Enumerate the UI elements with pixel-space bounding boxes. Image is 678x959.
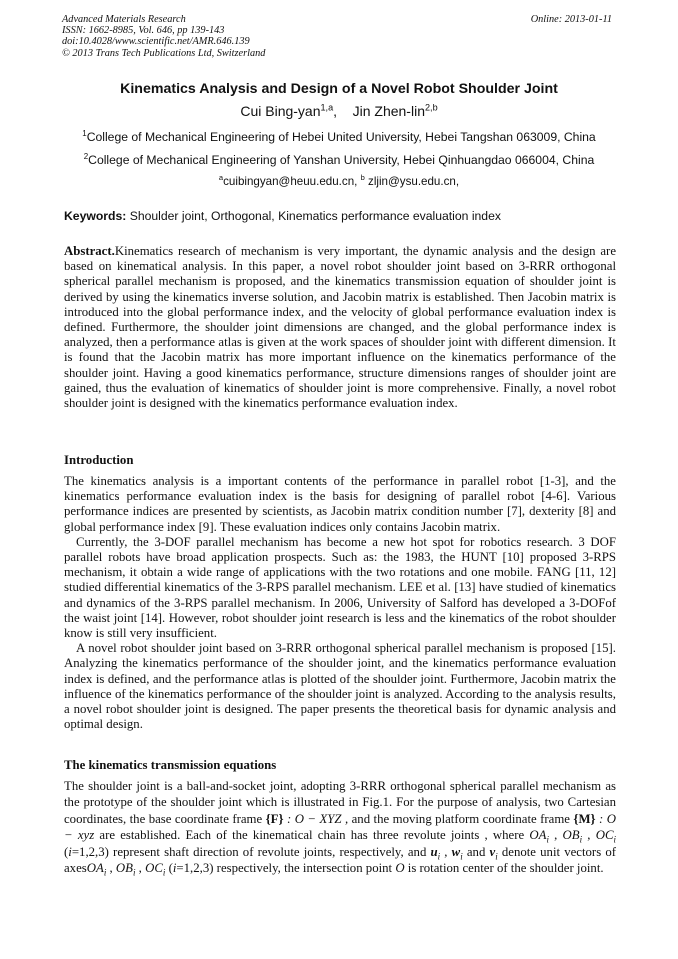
author-emails xyxy=(0,175,678,188)
email-a[interactable]: cuibingyan@heuu.edu.cn, xyxy=(223,175,358,188)
frame-F-def: : O − XYZ , xyxy=(283,811,349,826)
online-date: Online: 2013-01-11 xyxy=(530,14,612,25)
intro-paragraph-3: A novel robot shoulder joint based on 3-RRR orthogonal spherical parallel mechanism is proposed [15]. Analyzing the kinematics performance of the shoulder joint, and the kinematics performance evaluation index is defined, and the performance atlas is plotted of the shoulder joint. Furthermore, Jacobin matrix the influence of the kinematics performance of the shoulder joint is analyzed. According to the analysis results, a novel robot shoulder joint is designed. The paper presents the theoretical basis for dynamic analysis and optimal design. xyxy=(64,641,616,732)
frame-M-def: : O − xyz xyxy=(64,811,616,843)
frame-F-symbol: {F} xyxy=(265,811,284,826)
frame-M-symbol: {M} xyxy=(573,811,596,826)
author-2-sup: 2,b xyxy=(424,102,438,113)
sub-i: i xyxy=(437,851,441,862)
sep: , xyxy=(135,861,146,876)
vector-w: w xyxy=(451,844,461,859)
axis-oa-2: OA xyxy=(86,861,104,876)
journal-name: Advanced Materials Research xyxy=(62,14,186,25)
abstract-label: Abstract. xyxy=(64,244,115,258)
comma: , xyxy=(440,844,452,859)
kin-text-6: denote unit vectors of axes xyxy=(64,844,616,876)
sep: , xyxy=(548,828,563,843)
sub-i: i xyxy=(162,867,166,878)
intro-paragraph-1: The kinematics analysis is a important contents of the performance in parallel robot [1-3], and the kinematics performance evaluation index is the basis for designing of parallel robot [4-6]. Various performance indices are presented by scientists, as Jacobin matrix condition number [7], dexterity [8] and global performance index [9]. These evaluation indices only contains Jacobin matrix. xyxy=(64,474,616,534)
sub-i: i xyxy=(613,834,616,845)
affiliation-2 xyxy=(0,153,678,167)
copyright: © 2013 Trans Tech Publications Ltd, Switzerland xyxy=(62,47,266,59)
kin-text-2: and the moving platform coordinate frame xyxy=(348,811,574,826)
affiliation-2-text: College of Mechanical Engineering of Yanshan University, Hebei Qinhuangdao 066004, China xyxy=(88,153,595,167)
authors: Cui Bing-yan$^{1,a}$, Jin Zhen-lin$^{2,b}$ xyxy=(240,102,438,119)
issn: ISSN: 1662-8985, Vol. 646, pp 139-143 xyxy=(62,25,225,37)
author-2: Jin Zhen-lin xyxy=(352,103,425,119)
sub-i: i xyxy=(495,851,498,862)
sub-i: i xyxy=(546,834,549,845)
vector-v: v xyxy=(489,844,496,859)
affiliation-1-sup: 1 xyxy=(82,128,87,138)
kinematics-paragraph xyxy=(64,778,616,876)
sep: , xyxy=(582,828,596,843)
doi: doi:10.4028/www.scientific.net/AMR.646.139 xyxy=(62,36,250,48)
sep: , xyxy=(106,861,116,876)
intro-paragraph-2: Currently, the 3-DOF parallel mechanism has become a new hot spot for robotics research. 3 DOF parallel robots have broad application prospects. Such as: the 1983, the HUNT [10] proposed 3-RPS mechanism, it obtain a wide range of applications with the two rotations and one mobile. FANG [11, 12] studied differential kinematics of the 3-RPS parallel mechanism. LEE et al. [13] have studied of kinematics and dynamics of the 3-RPS parallel mechanism. In 2006, University of Salford has developed a 3-DOFof the waist joint [14]. However, robot shoulder joint research is less and the kinematics of the robot shoulder know is still very insufficient. xyxy=(64,534,616,641)
kin-text-9: is rotation center of the shoulder joint. xyxy=(404,861,604,876)
abstract-text: Kinematics research of mechanism is very important, the dynamic analysis and the design are based on kinematical analysis. In this paper, a novel robot shoulder joint based on 3-RRR orthogonal spherical parallel mechanism is proposed, and the kinematics transmission equation of shoulder joint is derived by using the kinematics inverse solution, and Jacobin matrix is established. Then Jacobin matrix is introduced into the global performance index, and the velocity of global performance evaluation index is defined. Furthermore, the shoulder joint dimensions are changed, and the global performance index is analyzed, then a performance atlas is given at the work spaces of shoulder joint with different dimension. It is found that the Jacobin matrix has more important influence on the kinematics performance of the shoulder joint. Having a good kinematics performance, structure dimensions ranges of shoulder joint are gained, thus the evaluation of kinematics of shoulder joint is more comprehensive. Finally, a novel robot shoulder joint is designed with the kinematics performance evaluation index. xyxy=(64,244,616,411)
axis-ob: OB xyxy=(562,828,580,843)
index-i: i xyxy=(68,844,72,859)
kinematics-body xyxy=(64,778,616,876)
kin-text-3: are established. Each of the kinematical chain has three revolute joints , where xyxy=(94,828,530,843)
kin-text-8: =1,2,3) respectively, the intersection point xyxy=(176,861,396,876)
kin-text-4: ( xyxy=(64,844,69,859)
axis-oa: OA xyxy=(529,828,547,843)
and: and xyxy=(462,844,490,859)
author-1-sup: 1,a xyxy=(320,102,334,113)
index-i-2: i xyxy=(172,861,177,876)
author-1: Cui Bing-yan xyxy=(240,103,321,119)
affiliation-1-text: College of Mechanical Engineering of Hebei United University, Hebei Tangshan 063009, China xyxy=(86,130,596,144)
heading-introduction: Introduction xyxy=(64,453,134,467)
paper-title: Kinematics Analysis and Design of a Novel Robot Shoulder Joint xyxy=(120,81,558,97)
sub-i: i xyxy=(460,851,463,862)
introduction-body xyxy=(64,474,616,732)
kin-text-7: ( xyxy=(165,861,173,876)
axis-ob-2: OB xyxy=(115,861,133,876)
sub-i: i xyxy=(103,867,107,878)
kin-text-1: The shoulder joint is a ball-and-socket joint, adopting 3-RRR orthogonal spherical parallel mechanism as the prototype of the shoulder joint which is illustrated in Fig.1. For the purpose of analysis, two Cartesian coordinates, the base coordinate frame xyxy=(64,779,616,826)
email-b[interactable]: zljin@ysu.edu.cn, xyxy=(364,175,460,188)
abstract xyxy=(64,244,616,411)
sub-i: i xyxy=(579,834,583,845)
affiliation-1 xyxy=(0,130,678,144)
keywords xyxy=(64,209,616,223)
axis-oc: OC xyxy=(595,828,614,843)
keywords-text: Shoulder joint, Orthogonal, Kinematics performance evaluation index xyxy=(126,209,501,223)
affiliation-2-sup: 2 xyxy=(83,151,89,161)
keywords-label: Keywords: xyxy=(64,209,127,223)
heading-kinematics: The kinematics transmission equations xyxy=(64,758,277,772)
vector-u: u xyxy=(430,844,438,859)
axis-oc-2: OC xyxy=(145,861,163,876)
kin-text-5: =1,2,3) represent shaft direction of revolute joints, respectively, and xyxy=(71,844,431,859)
sub-i: i xyxy=(132,867,136,878)
point-O: O xyxy=(395,861,405,876)
journal-header xyxy=(62,14,612,59)
email-b-sup: b xyxy=(360,173,365,183)
email-a-sup: a xyxy=(218,173,224,183)
